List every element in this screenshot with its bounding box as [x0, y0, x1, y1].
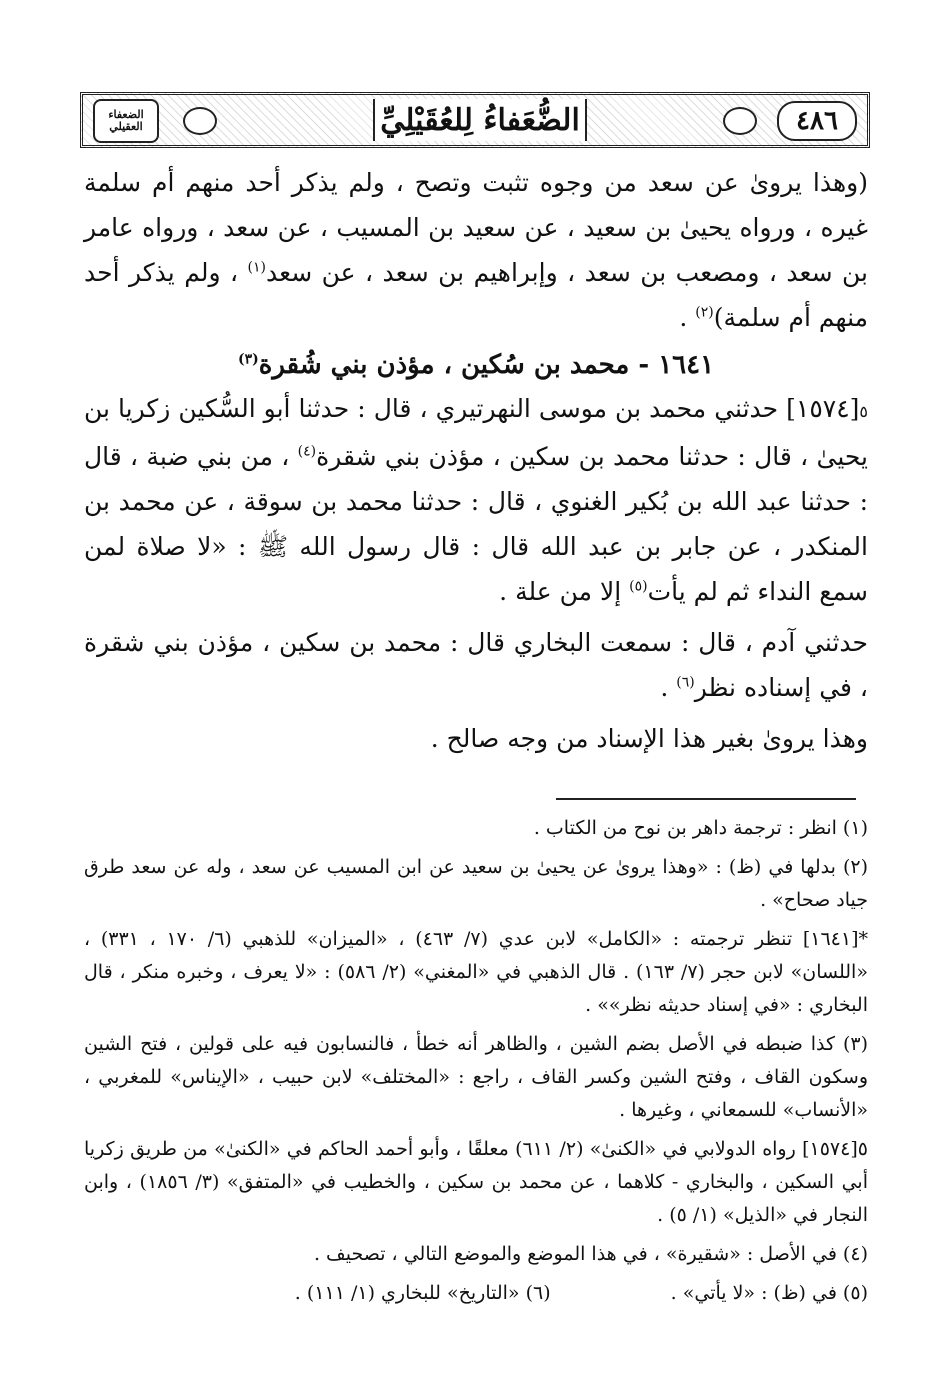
ornament-icon: [723, 107, 757, 135]
footnote-3: (٣) كذا ضبطه في الأصل بضم الشين ، والظاهر أنه خطأ ، فالنسابون فيه على قولين ، فتح الشين وسكون القاف ، وفتح الشين وكسر القاف ، راجع : «المختلف» لابن حبيب ، «الإيناس» للمغربي ، «الأنساب» للسمعاني ، وغيرها .: [84, 1033, 868, 1121]
entry-heading: ١٦٤١ - محمد بن سُكين ، مؤذن بني شُقرة$^{(٣)}$: [237, 350, 715, 380]
hadith-marker: ٥: [859, 402, 868, 421]
book-title: الضُّعَفاءُ لِلعُقَيْلِيِّ: [373, 99, 587, 141]
footnote-ref[interactable]: (٣): [237, 351, 259, 368]
page-header: [80, 92, 870, 148]
hadith-paragraph: ٥[١٥٧٤] حدثني محمد بن موسى النهرتيري ، قال : حدثنا أبو السُّكين زكريا بن يحيىٰ ، قال : حدثنا محمد بن سكين ، مؤذن بني شقرة$^{(٤)}$ ، من بني ضبة ، قال : حدثنا عبد الله بن بُكير الغنوي ، قال : حدثنا محمد بن سوقة ، عن محمد بن المنكدر ، عن جابر بن عبد الله قال : قال رسول الله ﷺ : «لا صلاة لمن سمع النداء ثم لم يأت$^{(٥)}$ إلا من علة .: [84, 394, 868, 606]
footnote-ref[interactable]: (٦): [676, 674, 695, 691]
footnote-ref[interactable]: (١): [247, 259, 267, 276]
page-number: ٤٨٦: [777, 101, 857, 141]
footnote-entry-1641: *[١٦٤١] تنظر ترجمته : «الكامل» لابن عدي (٧/ ٤٦٣) ، «الميزان» للذهبي (٦/ ١٧٠ ، ٣٣١) ، «اللسان» لابن حجر (٧/ ١٦٣) . قال الذهبي في «المغني» (٢/ ٥٨٦) : «لا يعرف ، وخبره منكر ، قال البخاري : «في إسناد حديثه نظر»» .: [84, 928, 868, 1016]
footnote-2: (٢) بدلها في (ظ) : «وهذا يروىٰ عن يحيىٰ بن سعيد عن ابن المسيب عن سعد ، وله عن سعد طرق جياد صحاح» .: [84, 856, 868, 911]
footnote-6: (٦) «التاريخ» للبخاري (١/ ١١١) .: [294, 1282, 551, 1304]
book-emblem: [93, 99, 159, 143]
footnote-ref[interactable]: (٥): [629, 578, 648, 595]
main-text: [84, 160, 868, 761]
ornament-icon: [183, 107, 217, 135]
footnote-row-5-6: [84, 1277, 868, 1310]
footnote-5: (٥) في (ظ) : «لا يأتي» .: [670, 1282, 868, 1304]
footnote-1: (١) انظر : ترجمة داهر بن نوح من الكتاب .: [533, 817, 868, 839]
footnotes: [84, 812, 868, 1310]
emblem-text: الضعفاء العقيلي: [108, 107, 144, 133]
footnote-ref[interactable]: (٢): [695, 304, 714, 321]
paragraph-4: وهذا يروىٰ بغير هذا الإسناد من وجه صالح .: [430, 724, 868, 753]
footnote-ref[interactable]: (٤): [297, 443, 317, 460]
paragraph-1: (وهذا يروىٰ عن سعد من وجوه تثبت وتصح ، ولم يذكر أحد منهم أم سلمة غيره ، ورواه يحيىٰ بن سعيد ، عن سعيد بن المسيب ، عن سعد ، ورواه عامر بن سعد ، ومصعب بن سعد ، وإبراهيم بن سعد ، عن سعد$^{(١)}$ ، ولم يذكر أحد منهم أم سلمة)$^{(٢)}$ .: [84, 168, 868, 332]
footnote-divider: [556, 798, 856, 800]
paragraph-3: حدثني آدم ، قال : سمعت البخاري قال : محمد بن سكين ، مؤذن بني شقرة ، في إسناده نظر$^{(٦)}$ .: [84, 628, 868, 702]
footnote-4: (٤) في الأصل : «شقيرة» ، في هذا الموضع والموضع التالي ، تصحيف .: [313, 1243, 868, 1265]
footnote-hadith-1574: ٥[١٥٧٤] رواه الدولابي في «الكنىٰ» (٢/ ٦١١) معلقًا ، وأبو أحمد الحاكم في «الكنىٰ» من طريق زكريا أبي السكين ، والبخاري - كلاهما ، عن محمد بن سكين ، والخطيب في «المتفق» (٣/ ١٨٥٦) ، وابن النجار في «الذيل» (١/ ٥) .: [84, 1138, 868, 1226]
